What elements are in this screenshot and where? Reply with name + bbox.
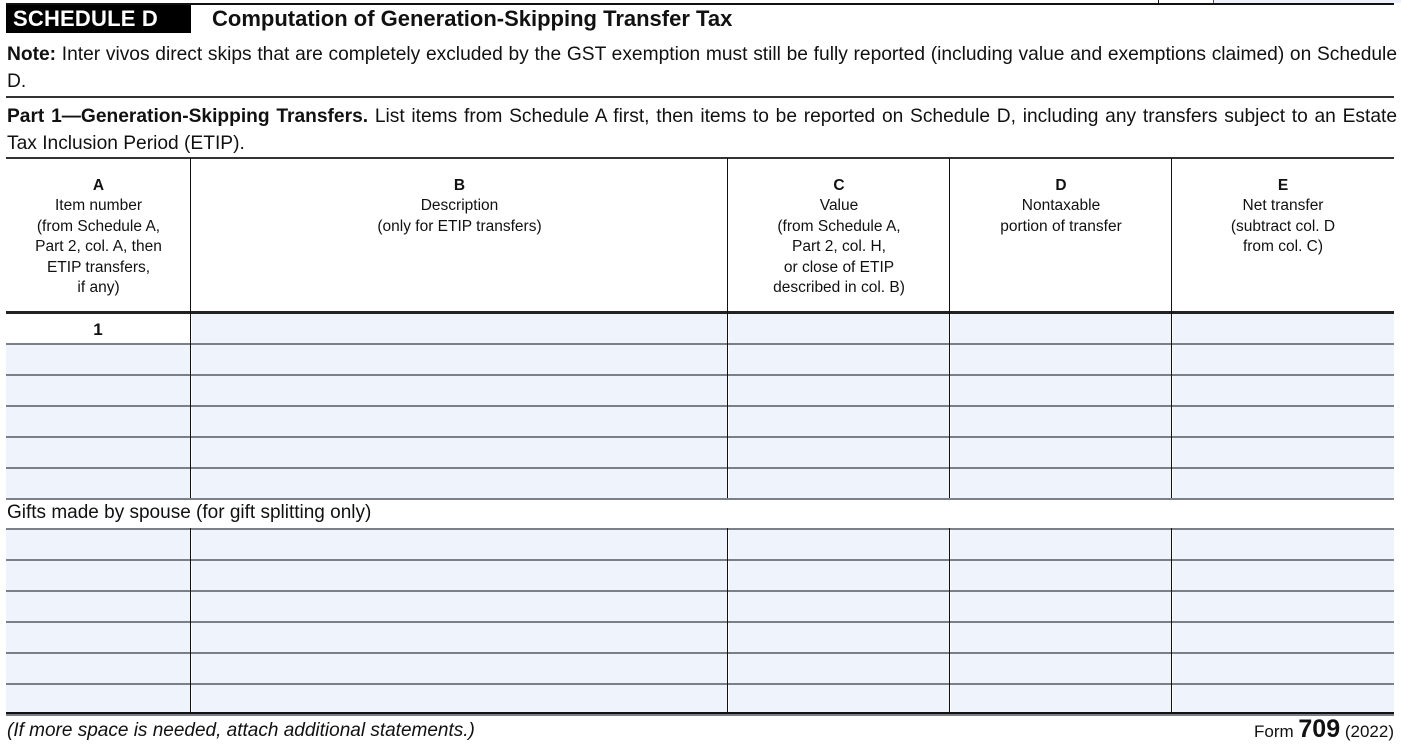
header-line: or close of ETIP [783,258,895,276]
item-number-field[interactable] [6,438,190,467]
header-line: from col. C) [1242,238,1324,256]
row-divider [6,714,1394,716]
part1-text [7,103,1397,157]
col-d-field[interactable] [951,438,1171,467]
col-b-field[interactable] [192,561,727,590]
form-id [1254,713,1394,748]
col-e-field[interactable] [1173,685,1394,714]
note-body: Inter vivos direct skips that are completely excluded by the GST exemption must still be fully reported (including value and exemptions claimed) on Schedule D. [7,44,1397,92]
part1-body: List items from Schedule A first, then items to be reported on Schedule D, including any transfers subject to an Estate Tax Inclusion Period (ETIP). [7,106,1397,154]
col-c-field[interactable] [729,438,949,467]
spouse-row [6,528,1394,559]
row-divider [6,405,1394,407]
column-divider [727,158,728,498]
header-line: (only for ETIP transfers) [377,217,542,235]
row-divider [6,528,1394,530]
column-divider [949,528,950,713]
column-header-e [1172,160,1394,312]
col-b-field[interactable] [192,530,727,559]
spouse-row [6,621,1394,652]
transfer-row [6,467,1394,498]
col-c-field[interactable] [729,561,949,590]
header-line: if any) [77,279,120,297]
col-e-field[interactable] [1173,592,1394,621]
col-e-field[interactable] [1173,561,1394,590]
item-number-field[interactable] [6,623,190,652]
column-divider [190,528,191,713]
transfer-row [6,374,1394,405]
col-d-field[interactable] [951,685,1171,714]
col-e-field[interactable] [1173,407,1394,436]
header-line: Description [420,197,499,215]
row-divider [6,312,1394,314]
col-b-field[interactable] [192,685,727,714]
col-b-field[interactable] [192,592,727,621]
schedule-title: Computation of Generation-Skipping Transfer Tax [212,6,733,31]
spouse-row [6,683,1394,714]
col-e-field[interactable] [1173,376,1394,405]
item-number-field[interactable] [6,685,190,714]
divider [6,96,1394,98]
col-b-field[interactable] [192,623,727,652]
col-d-field[interactable] [951,314,1171,343]
header-line: portion of transfer [1000,217,1122,235]
header-line: (from Schedule A, [36,217,161,235]
header-line: (subtract col. D [1230,217,1336,235]
part1-heading: Part 1—Generation-Skipping Transfers. [7,106,369,127]
col-e-field[interactable] [1173,438,1394,467]
column-header-b [191,160,728,312]
column-letter: C [833,177,845,194]
col-d-field[interactable] [951,407,1171,436]
row-divider [6,683,1394,685]
item-number-field[interactable] [6,530,190,559]
note-lead: Note: [7,44,57,65]
item-number-field[interactable] [6,592,190,621]
col-b-field[interactable] [192,469,727,498]
column-header-a [6,160,191,312]
column-header-c [728,160,950,312]
col-e-field[interactable] [1173,530,1394,559]
top-divider [1158,0,1159,3]
col-e-field[interactable] [1173,314,1394,343]
row-divider [6,590,1394,592]
header-line: described in col. B) [773,279,905,297]
col-b-field[interactable] [192,438,727,467]
col-c-field[interactable] [729,623,949,652]
col-d-field[interactable] [951,623,1171,652]
note-text [7,41,1397,95]
item-number-field[interactable] [6,376,190,405]
col-c-field[interactable] [729,345,949,374]
transfer-row [6,436,1394,467]
header-line: Part 2, col. A, then [35,238,162,256]
row-divider [6,621,1394,623]
column-header-d [950,160,1172,312]
col-b-field[interactable] [192,345,727,374]
spouse-row [6,590,1394,621]
item-number-field[interactable] [6,654,190,683]
col-d-field[interactable] [951,592,1171,621]
header-line: Net transfer [1242,197,1324,215]
row-divider [6,559,1394,561]
transfer-row [6,312,1394,343]
col-d-field[interactable] [951,345,1171,374]
row-divider [6,343,1394,345]
column-divider [190,158,191,498]
row-divider [6,436,1394,438]
col-b-field[interactable] [192,376,727,405]
col-e-field[interactable] [1173,654,1394,683]
column-divider [1171,158,1172,498]
col-b-field[interactable] [192,407,727,436]
schedule-label: SCHEDULE D [6,5,191,33]
item-number-field[interactable] [6,561,190,590]
top-field-edge [1213,0,1401,3]
header-line: Nontaxable [1021,197,1101,215]
col-d-field[interactable] [951,376,1171,405]
item-number-field[interactable] [6,469,190,498]
col-b-field[interactable] [192,654,727,683]
col-c-field[interactable] [729,407,949,436]
transfer-row [6,343,1394,374]
spouse-row [6,652,1394,683]
column-letter: A [92,177,105,194]
col-d-field[interactable] [951,469,1171,498]
header-line: (from Schedule A, [777,217,901,235]
column-letter: B [453,177,466,194]
column-letter: E [1277,177,1289,194]
form-number: 709 [1298,715,1341,743]
col-d-field[interactable] [951,561,1171,590]
column-divider [949,158,950,498]
col-c-field[interactable] [729,376,949,405]
table-top-rule [6,157,1394,159]
col-c-field[interactable] [729,654,949,683]
item-number: 1 [6,312,190,343]
col-e-field[interactable] [1173,469,1394,498]
column-letter: D [1055,177,1067,194]
row-divider [6,374,1394,376]
col-c-field[interactable] [729,314,949,343]
column-divider [1171,528,1172,713]
spouse-section-label: Gifts made by spouse (for gift splitting only) [7,502,372,523]
transfer-row [6,405,1394,436]
col-e-field[interactable] [1173,623,1394,652]
col-d-field[interactable] [951,654,1171,683]
header-line: Item number [54,197,142,215]
footer-note: (If more space is needed, attach additional statements.) [7,720,475,741]
col-c-field[interactable] [729,530,949,559]
header-line: Part 2, col. H, [792,238,886,256]
row-divider [6,467,1394,469]
col-c-field[interactable] [729,469,949,498]
spouse-row [6,559,1394,590]
form-year: (2022) [1340,722,1394,741]
table-bottom-rule [6,712,1394,714]
col-c-field[interactable] [729,592,949,621]
column-divider [727,528,728,713]
item-number-field[interactable] [6,407,190,436]
col-c-field[interactable] [729,685,949,714]
row-divider [6,652,1394,654]
header-line: ETIP transfers, [46,258,151,276]
col-e-field[interactable] [1173,345,1394,374]
form-prefix: Form [1254,722,1299,741]
col-d-field[interactable] [951,530,1171,559]
col-b-field[interactable] [192,314,727,343]
item-number-field[interactable] [6,345,190,374]
header-line: Value [819,197,859,215]
